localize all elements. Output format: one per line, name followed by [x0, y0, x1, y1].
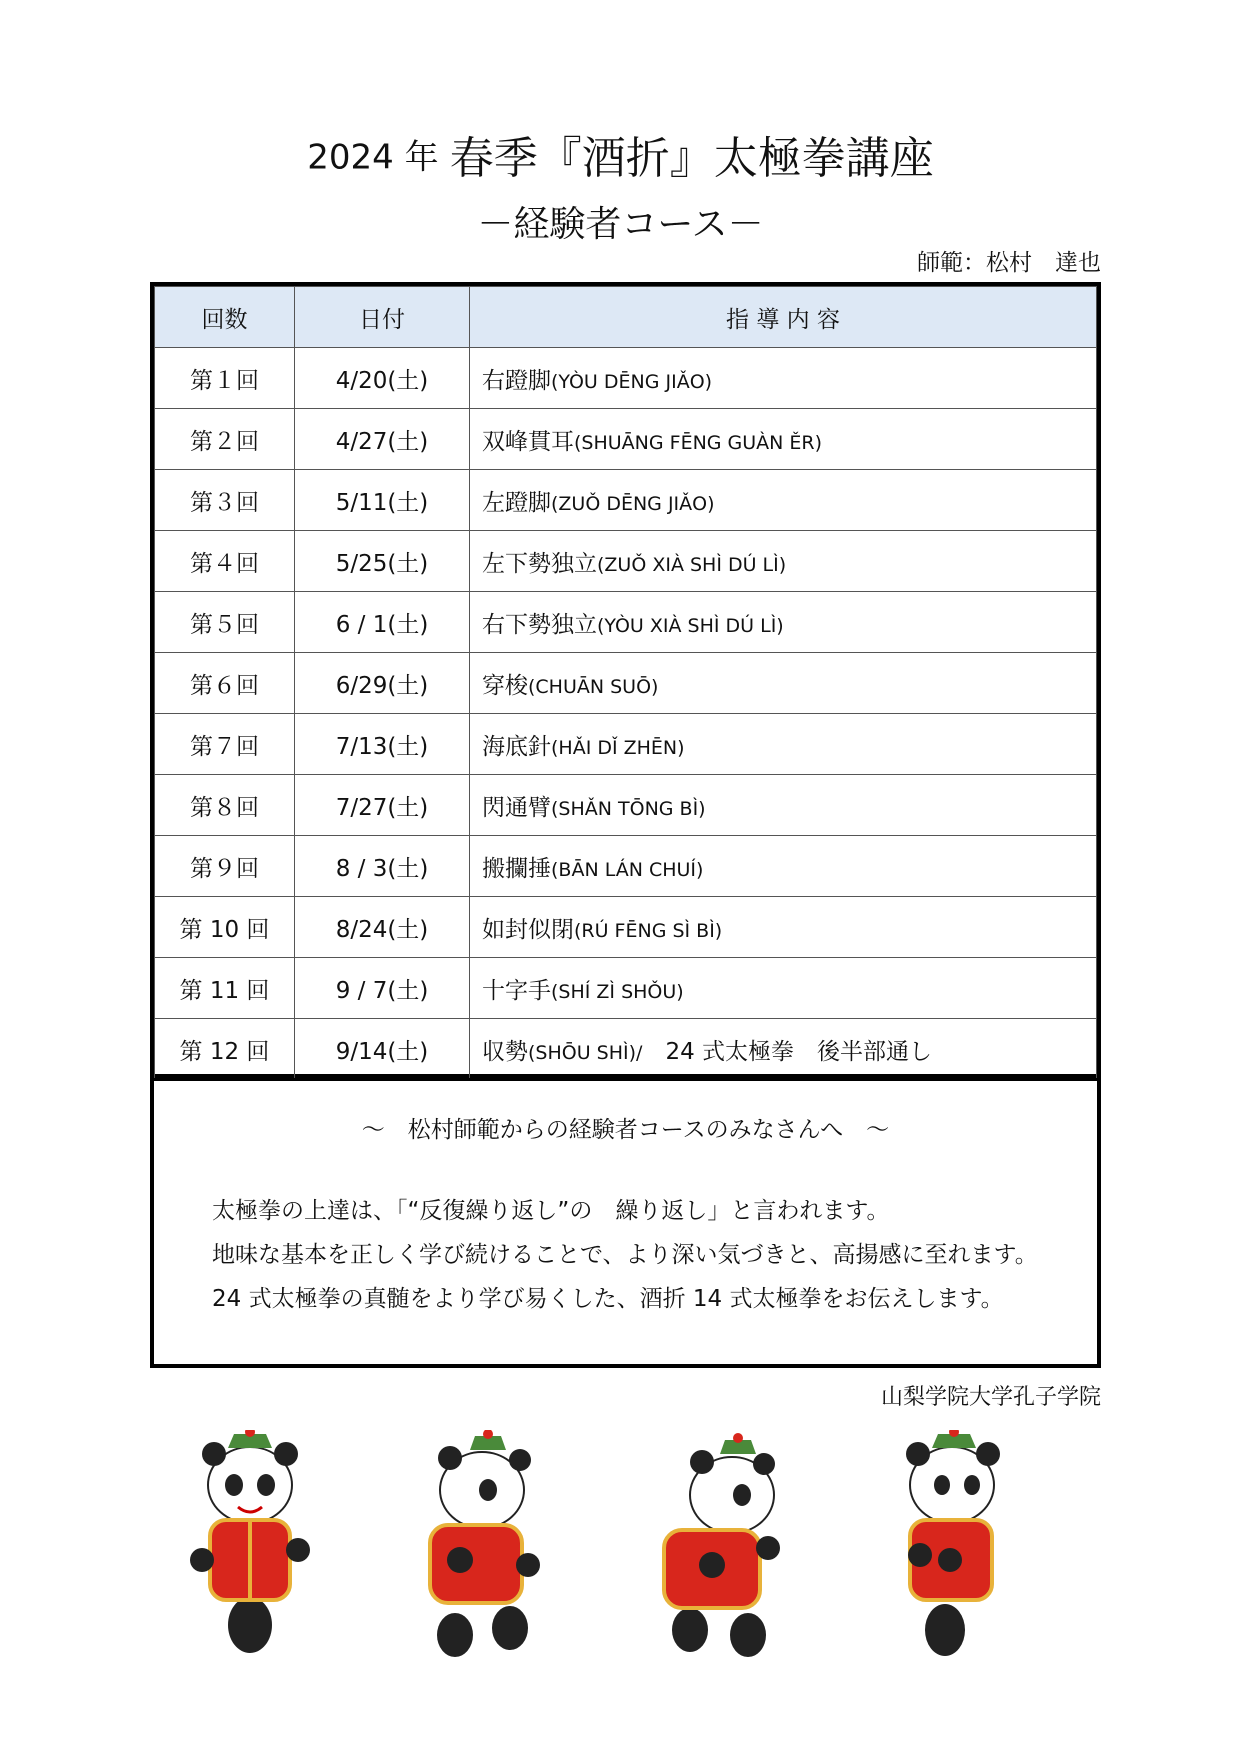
- message-line: 24 式太極拳の真髄をより学び易くした、酒折 14 式太極拳をお伝えします。: [212, 1286, 1004, 1312]
- panda-illustrations: [0, 1430, 1241, 1670]
- form-name: 十字手: [482, 977, 551, 1004]
- table-row: [155, 1019, 1097, 1080]
- message-body: [212, 1189, 1038, 1321]
- session-number: 第８回: [155, 775, 295, 836]
- form-name: 双峰貫耳: [482, 428, 574, 455]
- panda-illustration: [650, 1430, 790, 1660]
- table-row: [155, 348, 1097, 409]
- session-content: [470, 531, 1097, 592]
- session-content: [470, 714, 1097, 775]
- form-name: 海底針: [482, 733, 551, 760]
- session-date: 6/29(土): [295, 653, 470, 714]
- message-box: [150, 1078, 1101, 1368]
- session-content: [470, 1019, 1097, 1080]
- session-content: [470, 653, 1097, 714]
- session-number: 第 11 回: [155, 958, 295, 1019]
- session-date: 6 / 1(土): [295, 592, 470, 653]
- session-date: 5/11(土): [295, 470, 470, 531]
- panda-illustration: [410, 1430, 550, 1660]
- session-date: 8/24(土): [295, 897, 470, 958]
- form-pinyin: (ZUǑ XIÀ SHÌ DÚ LÌ): [597, 553, 787, 576]
- session-content: [470, 775, 1097, 836]
- form-pinyin: (SHǍN TŌNG BÌ): [551, 797, 706, 820]
- panda-illustration: [180, 1430, 320, 1660]
- organization-name: 山梨学院大学孔子学院: [880, 1385, 1101, 1410]
- schedule-table: [150, 282, 1101, 1078]
- session-date: 5/25(土): [295, 531, 470, 592]
- session-number: 第４回: [155, 531, 295, 592]
- form-name: 如封似閉: [482, 916, 574, 943]
- session-date: 4/20(土): [295, 348, 470, 409]
- session-number: 第１回: [155, 348, 295, 409]
- form-pinyin: (SHUĀNG FĒNG GUÀN ĚR): [574, 431, 823, 454]
- header-content: 指 導 内 容: [470, 287, 1097, 348]
- session-number: 第７回: [155, 714, 295, 775]
- table-row: [155, 409, 1097, 470]
- table-row: [155, 531, 1097, 592]
- table-header-row: [155, 287, 1097, 348]
- table-row: [155, 714, 1097, 775]
- session-number: 第 12 回: [155, 1019, 295, 1080]
- session-number: 第２回: [155, 409, 295, 470]
- page-title: [0, 122, 1241, 186]
- session-date: 7/27(土): [295, 775, 470, 836]
- session-number: 第９回: [155, 836, 295, 897]
- session-number: 第 10 回: [155, 897, 295, 958]
- page-subtitle: －経験者コース－: [477, 204, 764, 245]
- form-name: 収勢: [482, 1038, 528, 1065]
- form-pinyin: (CHUĀN SUŌ): [528, 675, 659, 698]
- form-pinyin: (SHŌU SHÌ)/: [528, 1041, 643, 1064]
- form-name: 搬攔捶: [482, 855, 551, 882]
- session-number: 第５回: [155, 592, 295, 653]
- form-pinyin: (ZUǑ DĒNG JIǍO): [551, 492, 715, 515]
- message-line: 地味な基本を正しく学び続けることで、より深い気づきと、高揚感に至れます。: [212, 1242, 1038, 1268]
- form-name: 左蹬脚: [482, 489, 551, 516]
- session-date: 4/27(土): [295, 409, 470, 470]
- form-pinyin: (YÒU DĒNG JIǍO): [551, 370, 713, 393]
- header-date: 日付: [295, 287, 470, 348]
- message-heading: ～ 松村師範からの経験者コースのみなさんへ ～: [361, 1117, 890, 1143]
- session-content: [470, 348, 1097, 409]
- session-date: 9/14(土): [295, 1019, 470, 1080]
- form-pinyin: (RÚ FĒNG SÌ BÌ): [574, 919, 723, 942]
- form-name: 閃通臂: [482, 794, 551, 821]
- panda-illustration: [880, 1430, 1020, 1660]
- table-row: [155, 470, 1097, 531]
- session-number: 第６回: [155, 653, 295, 714]
- title-year: 2024 年: [307, 137, 439, 178]
- session-content: [470, 592, 1097, 653]
- message-line: 太極拳の上達は、「“反復繰り返し”の 繰り返し」と言われます。: [212, 1198, 890, 1224]
- form-name: 左下勢独立: [482, 550, 597, 577]
- header-session: 回数: [155, 287, 295, 348]
- table-row: [155, 958, 1097, 1019]
- session-date: 7/13(土): [295, 714, 470, 775]
- table-row: [155, 653, 1097, 714]
- form-name: 右蹬脚: [482, 367, 551, 394]
- table-row: [155, 592, 1097, 653]
- form-extra: 24 式太極拳 後半部通し: [642, 1038, 933, 1065]
- form-pinyin: (HǍI DǏ ZHĒN): [551, 736, 685, 759]
- session-content: [470, 897, 1097, 958]
- form-pinyin: (BĀN LÁN CHUÍ): [551, 858, 704, 881]
- form-pinyin: (YÒU XIÀ SHÌ DÚ LÌ): [597, 614, 784, 637]
- session-date: 9 / 7(土): [295, 958, 470, 1019]
- title-main: 春季『酒折』太極拳講座: [449, 133, 934, 184]
- form-name: 右下勢独立: [482, 611, 597, 638]
- table-row: [155, 775, 1097, 836]
- table-row: [155, 897, 1097, 958]
- session-content: [470, 836, 1097, 897]
- table-row: [155, 836, 1097, 897]
- session-content: [470, 470, 1097, 531]
- instructor-label: 師範：松村 達也: [917, 250, 1101, 276]
- form-pinyin: (SHÍ ZÌ SHǑU): [551, 980, 684, 1003]
- session-number: 第３回: [155, 470, 295, 531]
- session-content: [470, 409, 1097, 470]
- session-date: 8 / 3(土): [295, 836, 470, 897]
- session-content: [470, 958, 1097, 1019]
- form-name: 穿梭: [482, 672, 528, 699]
